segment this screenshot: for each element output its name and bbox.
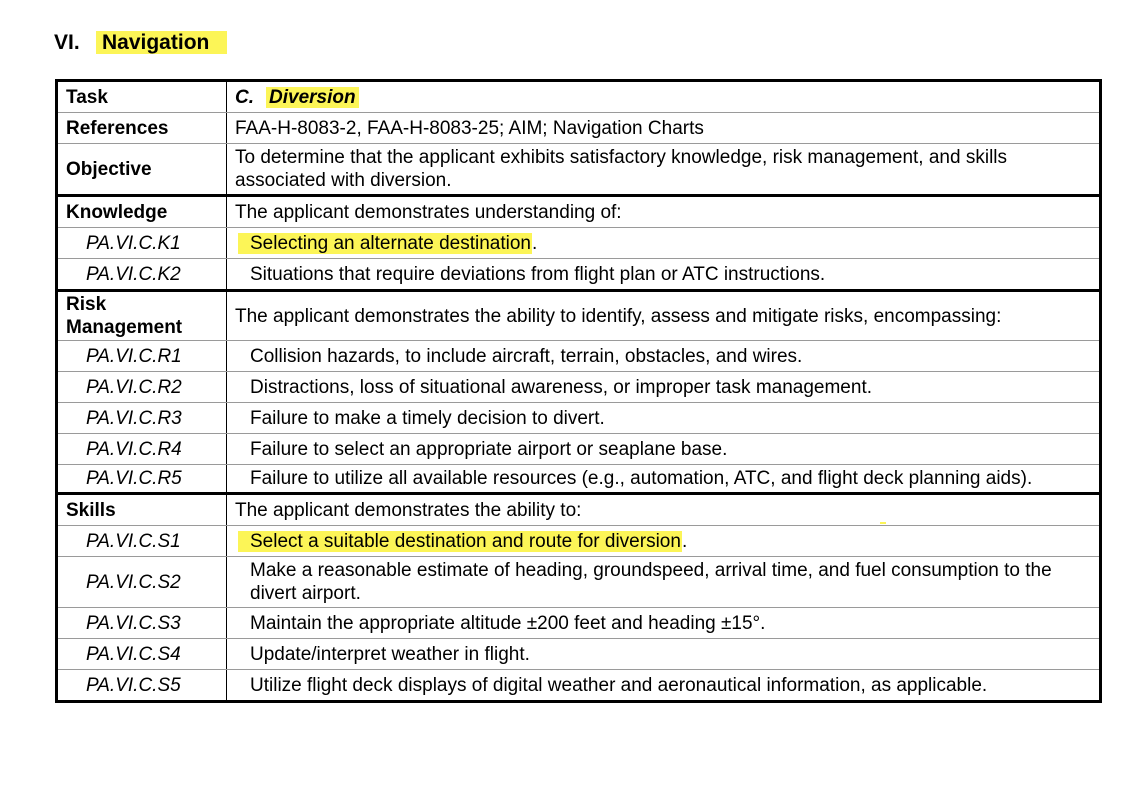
- risk-header-row: [57, 291, 1101, 341]
- knowledge-header-row: [57, 196, 1101, 228]
- objective-label: Objective: [57, 144, 227, 196]
- highlighted-text: Select a suitable destination and route for diversion: [238, 531, 682, 552]
- element-text: [227, 526, 1101, 557]
- element-text: Maintain the appropriate altitude ±200 feet and heading ±15°.: [227, 608, 1101, 639]
- table-row: [57, 557, 1101, 608]
- element-text: Collision hazards, to include aircraft, terrain, obstacles, and wires.: [227, 341, 1101, 372]
- skills-label: Skills: [57, 494, 227, 526]
- element-code: PA.VI.C.R2: [57, 372, 227, 403]
- table-row: [57, 434, 1101, 465]
- table-row: [57, 403, 1101, 434]
- element-code: PA.VI.C.K1: [57, 228, 227, 259]
- element-code: PA.VI.C.S4: [57, 639, 227, 670]
- element-text: [227, 228, 1101, 259]
- task-name: Diversion: [266, 87, 359, 108]
- element-code: PA.VI.C.S3: [57, 608, 227, 639]
- objective-value: To determine that the applicant exhibits satisfactory knowledge, risk management, and skills associated with diversion.: [227, 144, 1101, 196]
- element-code: PA.VI.C.R4: [57, 434, 227, 465]
- table-row: [57, 608, 1101, 639]
- task-row: [57, 81, 1101, 113]
- element-text: Distractions, loss of situational awareness, or improper task management.: [227, 372, 1101, 403]
- table-row: [57, 228, 1101, 259]
- text-suffix: .: [681, 530, 688, 552]
- risk-intro: The applicant demonstrates the ability to identify, assess and mitigate risks, encompassing:: [227, 291, 1101, 341]
- element-text: Failure to make a timely decision to divert.: [227, 403, 1101, 434]
- references-label: References: [57, 113, 227, 144]
- section-heading: [54, 31, 227, 55]
- objective-row: [57, 144, 1101, 196]
- knowledge-label: Knowledge: [57, 196, 227, 228]
- element-code: PA.VI.C.K2: [57, 259, 227, 291]
- element-code: PA.VI.C.R5: [57, 465, 227, 494]
- task-letter: C.: [235, 86, 254, 108]
- table-row: [57, 526, 1101, 557]
- element-code: PA.VI.C.R1: [57, 341, 227, 372]
- element-text: Failure to utilize all available resources (e.g., automation, ATC, and flight deck planning aids).: [227, 465, 1101, 494]
- skills-intro: The applicant demonstrates the ability to:: [227, 494, 1101, 526]
- risk-label: Risk Management: [57, 291, 227, 341]
- table-row: [57, 259, 1101, 291]
- task-label: Task: [57, 81, 227, 113]
- references-value: FAA-H-8083-2, FAA-H-8083-25; AIM; Navigation Charts: [227, 113, 1101, 144]
- element-text: Situations that require deviations from flight plan or ATC instructions.: [227, 259, 1101, 291]
- knowledge-intro: The applicant demonstrates understanding of:: [227, 196, 1101, 228]
- table-row: [57, 341, 1101, 372]
- element-code: PA.VI.C.S5: [57, 670, 227, 702]
- section-title: Navigation: [96, 31, 227, 54]
- task-value: [227, 81, 1101, 113]
- element-code: PA.VI.C.S1: [57, 526, 227, 557]
- element-text: Make a reasonable estimate of heading, groundspeed, arrival time, and fuel consumption to the divert airport.: [227, 557, 1101, 608]
- highlight-mark: [880, 522, 886, 524]
- text-suffix: .: [531, 232, 538, 254]
- element-code: PA.VI.C.S2: [57, 557, 227, 608]
- element-text: Failure to select an appropriate airport or seaplane base.: [227, 434, 1101, 465]
- element-text: Utilize flight deck displays of digital weather and aeronautical information, as applicable.: [227, 670, 1101, 702]
- highlighted-text: Selecting an alternate destination: [238, 233, 532, 254]
- task-table: [55, 79, 1102, 703]
- table-row: [57, 639, 1101, 670]
- table-row: [57, 372, 1101, 403]
- references-row: [57, 113, 1101, 144]
- skills-header-row: [57, 494, 1101, 526]
- element-text: Update/interpret weather in flight.: [227, 639, 1101, 670]
- table-row: [57, 670, 1101, 702]
- section-number: VI.: [54, 31, 80, 54]
- element-code: PA.VI.C.R3: [57, 403, 227, 434]
- table-row: [57, 465, 1101, 494]
